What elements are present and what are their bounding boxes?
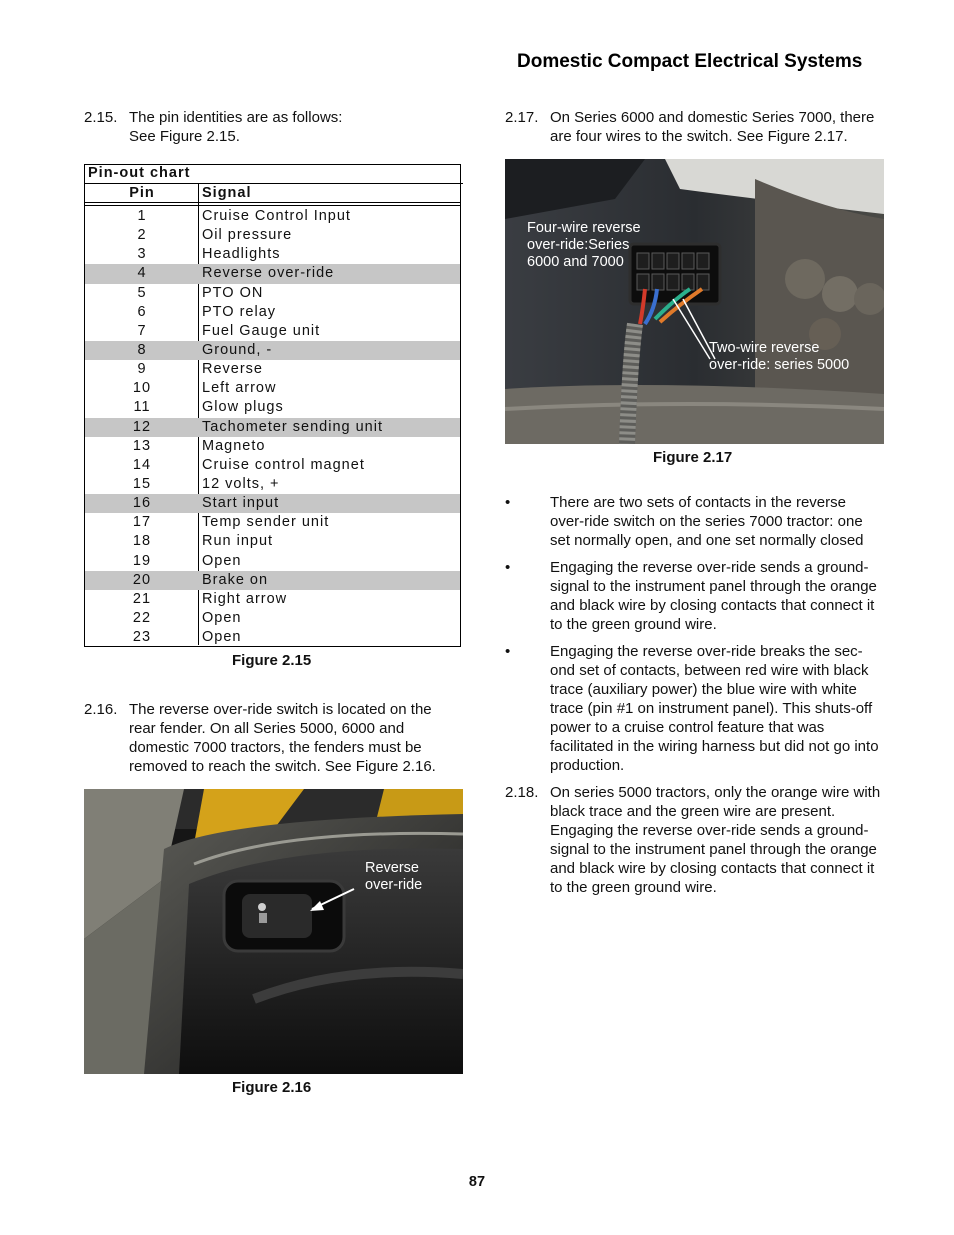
- table-title: Pin-out chart: [85, 165, 463, 184]
- table-row: [85, 207, 460, 226]
- table-column-headers: [85, 184, 460, 203]
- signal-name-cell: Reverse: [202, 361, 263, 378]
- pin-number-cell: 19: [132, 552, 152, 569]
- signal-name-cell: Fuel Gauge unit: [202, 322, 321, 339]
- signal-name-cell: Magneto: [202, 437, 266, 454]
- signal-name-cell: Temp sender unit: [202, 514, 330, 531]
- pin-number-cell: 9: [137, 361, 147, 378]
- table-row: [85, 322, 460, 341]
- pin-number-cell: 8: [137, 341, 147, 358]
- signal-name-cell: Ground, -: [202, 341, 273, 358]
- table-row: [85, 628, 460, 647]
- table-row: [85, 437, 460, 456]
- section-number: 2.18.: [505, 784, 539, 801]
- table-row: [85, 552, 460, 571]
- signal-name-cell: Oil pressure: [202, 227, 293, 244]
- pin-number-cell: 11: [133, 399, 151, 416]
- pin-number-cell: 22: [132, 609, 152, 626]
- table-row: [85, 341, 460, 360]
- bullet-item: [505, 642, 885, 775]
- figure-2-16-caption: Figure 2.16: [232, 1079, 312, 1096]
- table-row: [85, 303, 460, 322]
- pin-number-cell: 17: [132, 514, 152, 531]
- section-2-16: [84, 700, 464, 776]
- signal-name-cell: Start input: [202, 495, 280, 512]
- pin-number-cell: 3: [137, 246, 147, 263]
- pinout-chart-table: [84, 164, 461, 647]
- section-text: The pin identities are as follows: See Figure 2.15.: [129, 109, 343, 145]
- signal-name-cell: Run input: [202, 533, 274, 550]
- page-header-title: Domestic Compact Electrical Systems: [517, 51, 863, 72]
- fender-switch-image: [84, 789, 463, 1074]
- table-row: [85, 494, 460, 513]
- bullet-item: [505, 558, 885, 634]
- section-2-17: [505, 108, 885, 146]
- pin-number-cell: 10: [132, 380, 152, 397]
- section-2-18: [505, 783, 885, 897]
- section-number: 2.16.: [84, 701, 118, 718]
- signal-name-cell: Reverse over-ride: [202, 265, 335, 282]
- section-text: On series 5000 tractors, only the orange wire with black trace and the green wire are present. Engaging the reverse over-ride sends a ground-signal to the instrument panel through the orange and black wire by closing contacts that connect it to the green ground wire.: [550, 784, 881, 896]
- column-header-signal: Signal: [202, 185, 252, 201]
- pin-number-cell: 18: [132, 533, 152, 550]
- table-body: [85, 207, 460, 647]
- section-text: On Series 6000 and domestic Series 7000, there are four wires to the switch. See Figure 2.17.: [550, 109, 875, 145]
- pin-number-cell: 2: [137, 227, 147, 244]
- bullet-mark: •: [505, 643, 511, 660]
- pin-number-cell: 4: [137, 265, 147, 282]
- table-row: [85, 418, 460, 437]
- pin-number-cell: 12: [132, 418, 152, 435]
- figure-2-16-photo: [84, 789, 463, 1074]
- signal-name-cell: Open: [202, 552, 242, 569]
- signal-name-cell: PTO relay: [202, 303, 277, 320]
- signal-name-cell: Glow plugs: [202, 399, 284, 416]
- section-text: The reverse over-ride switch is located on the rear fender. On all Series 5000, 6000 and domestic 7000 tractors, the fenders must be removed to reach the switch. See Figure 2.16.: [129, 701, 436, 775]
- pin-number-cell: 6: [137, 303, 147, 320]
- signal-name-cell: Cruise Control Input: [202, 208, 351, 224]
- connector-wires-image: [505, 159, 884, 444]
- pin-number-cell: 20: [132, 571, 152, 588]
- figure-2-15-caption: Figure 2.15: [232, 652, 312, 669]
- two-wire-label: Two-wire reverse over-ride: series 5000: [709, 340, 850, 373]
- pin-number-cell: 14: [132, 456, 152, 473]
- pin-number-cell: 16: [132, 495, 152, 512]
- pin-number-cell: 23: [132, 629, 152, 646]
- table-row: [85, 226, 460, 245]
- signal-name-cell: PTO ON: [202, 284, 264, 301]
- bullet-mark: •: [505, 559, 511, 576]
- bullet-text: Engaging the reverse over-ride breaks the sec-ond set of contacts, between red wire with black trace (auxiliary power) the blue wire with white trace (pin #1 on instrument panel). This shuts-off power to a cruise control feature that was facilitated in the wiring harness but did not go into production.: [550, 643, 879, 774]
- signal-name-cell: Headlights: [202, 246, 281, 263]
- pin-number-cell: 7: [137, 322, 147, 339]
- signal-name-cell: 12 volts, +: [202, 475, 280, 492]
- table-row: [85, 609, 460, 628]
- bullet-text: There are two sets of contacts in the reverse over-ride switch on the series 7000 tractor: one set normally open, and one set normally closed: [550, 494, 864, 549]
- signal-name-cell: Tachometer sending unit: [202, 418, 383, 435]
- signal-name-cell: Cruise control magnet: [202, 456, 365, 473]
- table-row: [85, 398, 460, 417]
- section-2-15: [84, 108, 464, 146]
- four-wire-label: Four-wire reverse over-ride:Series 6000 and 7000: [527, 220, 641, 270]
- bullet-mark: •: [505, 494, 511, 511]
- signal-name-cell: Open: [202, 629, 242, 646]
- pin-number-cell: 1: [137, 208, 147, 224]
- table-row: [85, 475, 460, 494]
- table-row: [85, 571, 460, 590]
- signal-name-cell: Brake on: [202, 571, 269, 588]
- column-header-pin: Pin: [129, 185, 155, 201]
- figure-2-17-photo: [505, 159, 884, 444]
- table-row: [85, 379, 460, 398]
- table-row: [85, 360, 460, 379]
- signal-name-cell: Open: [202, 609, 242, 626]
- table-row: [85, 264, 460, 283]
- pin-number-cell: 5: [137, 284, 147, 301]
- bullet-text: Engaging the reverse over-ride sends a ground-signal to the instrument panel through the orange and black wire by closing contacts that connect it to the green ground wire.: [550, 559, 877, 633]
- pin-number-cell: 15: [132, 475, 152, 492]
- signal-name-cell: Right arrow: [202, 590, 288, 607]
- bullet-item: [505, 493, 885, 550]
- reverse-override-label: Reverse over-ride: [365, 860, 423, 893]
- table-row: [85, 513, 460, 532]
- signal-name-cell: Left arrow: [202, 380, 277, 397]
- table-row: [85, 284, 460, 303]
- table-row: [85, 245, 460, 264]
- section-number: 2.15.: [84, 109, 118, 126]
- table-row: [85, 456, 460, 475]
- pin-number-cell: 21: [132, 590, 152, 607]
- table-row: [85, 532, 460, 551]
- figure-2-17-caption: Figure 2.17: [653, 449, 733, 466]
- section-number: 2.17.: [505, 109, 539, 126]
- table-row: [85, 590, 460, 609]
- pin-number-cell: 13: [132, 437, 152, 454]
- header-divider: [85, 205, 460, 206]
- page-number: 87: [468, 1174, 486, 1190]
